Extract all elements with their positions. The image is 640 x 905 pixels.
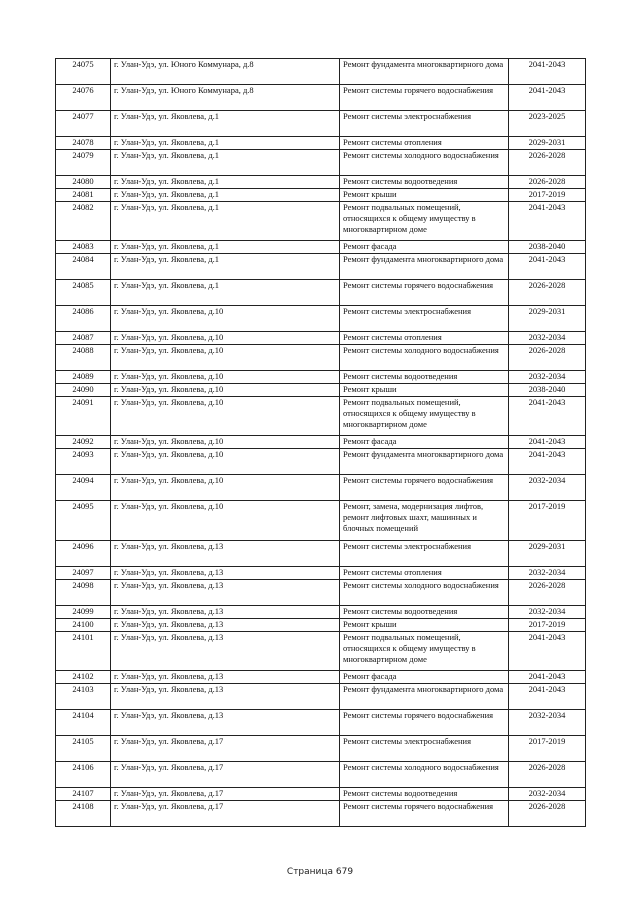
- table-row: [56, 254, 586, 280]
- work-type-cell: Ремонт крыши: [340, 384, 509, 397]
- record-id-cell: 24081: [56, 189, 111, 202]
- work-type-cell: Ремонт фундамента многоквартирного дома: [340, 684, 509, 710]
- address-cell: г. Улан-Удэ, ул. Яковлева, д.17: [111, 736, 340, 762]
- period-cell: 2041-2043: [509, 254, 586, 280]
- period-cell: 2026-2028: [509, 345, 586, 371]
- address-cell: г. Улан-Удэ, ул. Юного Коммунара, д.8: [111, 59, 340, 85]
- record-id-cell: 24075: [56, 59, 111, 85]
- table-row: [56, 801, 586, 827]
- period-cell: 2026-2028: [509, 762, 586, 788]
- work-type-cell: Ремонт системы холодного водоснабжения: [340, 762, 509, 788]
- table-row: [56, 384, 586, 397]
- address-cell: г. Улан-Удэ, ул. Яковлева, д.17: [111, 762, 340, 788]
- record-id-cell: 24103: [56, 684, 111, 710]
- address-cell: г. Улан-Удэ, ул. Яковлева, д.1: [111, 137, 340, 150]
- work-type-cell: Ремонт системы электроснабжения: [340, 111, 509, 137]
- table-row: [56, 567, 586, 580]
- table-row: [56, 580, 586, 606]
- table-row: [56, 762, 586, 788]
- record-id-cell: 24108: [56, 801, 111, 827]
- record-id-cell: 24085: [56, 280, 111, 306]
- record-id-cell: 24104: [56, 710, 111, 736]
- work-type-cell: Ремонт системы электроснабжения: [340, 541, 509, 567]
- record-id-cell: 24107: [56, 788, 111, 801]
- table-row: [56, 397, 586, 436]
- table-row: [56, 475, 586, 501]
- period-cell: 2026-2028: [509, 150, 586, 176]
- work-type-cell: Ремонт системы отопления: [340, 567, 509, 580]
- work-type-cell: Ремонт системы горячего водоснабжения: [340, 280, 509, 306]
- address-cell: г. Улан-Удэ, ул. Яковлева, д.10: [111, 397, 340, 436]
- record-id-cell: 24078: [56, 137, 111, 150]
- table-row: [56, 85, 586, 111]
- work-type-cell: Ремонт системы горячего водоснабжения: [340, 475, 509, 501]
- address-cell: г. Улан-Удэ, ул. Яковлева, д.13: [111, 619, 340, 632]
- period-cell: 2029-2031: [509, 541, 586, 567]
- work-type-cell: Ремонт системы водоотведения: [340, 176, 509, 189]
- record-id-cell: 24095: [56, 501, 111, 541]
- period-cell: 2026-2028: [509, 176, 586, 189]
- period-cell: 2017-2019: [509, 619, 586, 632]
- period-cell: 2029-2031: [509, 306, 586, 332]
- record-id-cell: 24076: [56, 85, 111, 111]
- period-cell: 2023-2025: [509, 111, 586, 137]
- address-cell: г. Улан-Удэ, ул. Яковлева, д.10: [111, 436, 340, 449]
- address-cell: г. Улан-Удэ, ул. Яковлева, д.1: [111, 111, 340, 137]
- period-cell: 2026-2028: [509, 280, 586, 306]
- record-id-cell: 24093: [56, 449, 111, 475]
- address-cell: г. Улан-Удэ, ул. Яковлева, д.10: [111, 449, 340, 475]
- record-id-cell: 24089: [56, 371, 111, 384]
- record-id-cell: 24100: [56, 619, 111, 632]
- work-type-cell: Ремонт подвальных помещений, относящихся к общему имуществу в многоквартирном доме: [340, 632, 509, 671]
- work-type-cell: Ремонт системы холодного водоснабжения: [340, 580, 509, 606]
- table-row: [56, 541, 586, 567]
- work-type-cell: Ремонт фасада: [340, 671, 509, 684]
- address-cell: г. Улан-Удэ, ул. Яковлева, д.13: [111, 710, 340, 736]
- work-type-cell: Ремонт фундамента многоквартирного дома: [340, 449, 509, 475]
- period-cell: 2041-2043: [509, 671, 586, 684]
- work-type-cell: Ремонт, замена, модернизация лифтов, ремонт лифтовых шахт, машинных и блочных помещений: [340, 501, 509, 541]
- address-cell: г. Улан-Удэ, ул. Яковлева, д.13: [111, 684, 340, 710]
- period-cell: 2017-2019: [509, 189, 586, 202]
- address-cell: г. Улан-Удэ, ул. Яковлева, д.1: [111, 150, 340, 176]
- period-cell: 2029-2031: [509, 137, 586, 150]
- table-row: [56, 137, 586, 150]
- record-id-cell: 24091: [56, 397, 111, 436]
- record-id-cell: 24080: [56, 176, 111, 189]
- record-id-cell: 24098: [56, 580, 111, 606]
- work-type-cell: Ремонт фасада: [340, 241, 509, 254]
- record-id-cell: 24077: [56, 111, 111, 137]
- period-cell: 2041-2043: [509, 202, 586, 241]
- table-row: [56, 332, 586, 345]
- table-row: [56, 189, 586, 202]
- period-cell: 2041-2043: [509, 436, 586, 449]
- record-id-cell: 24102: [56, 671, 111, 684]
- table-body: [56, 59, 586, 827]
- record-id-cell: 24083: [56, 241, 111, 254]
- table-row: [56, 788, 586, 801]
- work-type-cell: Ремонт подвальных помещений, относящихся к общему имуществу в многоквартирном доме: [340, 202, 509, 241]
- work-type-cell: Ремонт системы водоотведения: [340, 371, 509, 384]
- address-cell: г. Улан-Удэ, ул. Яковлева, д.1: [111, 176, 340, 189]
- record-id-cell: 24096: [56, 541, 111, 567]
- table-row: [56, 176, 586, 189]
- work-type-cell: Ремонт системы водоотведения: [340, 788, 509, 801]
- address-cell: г. Улан-Удэ, ул. Яковлева, д.1: [111, 202, 340, 241]
- period-cell: 2041-2043: [509, 85, 586, 111]
- record-id-cell: 24084: [56, 254, 111, 280]
- period-cell: 2017-2019: [509, 736, 586, 762]
- period-cell: 2032-2034: [509, 788, 586, 801]
- address-cell: г. Улан-Удэ, ул. Яковлева, д.1: [111, 241, 340, 254]
- work-type-cell: Ремонт системы отопления: [340, 137, 509, 150]
- work-type-cell: Ремонт системы горячего водоснабжения: [340, 710, 509, 736]
- address-cell: г. Улан-Удэ, ул. Яковлева, д.13: [111, 606, 340, 619]
- work-type-cell: Ремонт подвальных помещений, относящихся к общему имуществу в многоквартирном доме: [340, 397, 509, 436]
- period-cell: 2032-2034: [509, 606, 586, 619]
- address-cell: г. Улан-Удэ, ул. Яковлева, д.1: [111, 254, 340, 280]
- table-row: [56, 684, 586, 710]
- table-row: [56, 632, 586, 671]
- work-type-cell: Ремонт системы электроснабжения: [340, 306, 509, 332]
- table-row: [56, 241, 586, 254]
- table-row: [56, 501, 586, 541]
- record-id-cell: 24105: [56, 736, 111, 762]
- record-id-cell: 24094: [56, 475, 111, 501]
- table-row: [56, 619, 586, 632]
- period-cell: 2038-2040: [509, 241, 586, 254]
- address-cell: г. Улан-Удэ, ул. Яковлева, д.10: [111, 332, 340, 345]
- table-row: [56, 280, 586, 306]
- address-cell: г. Улан-Удэ, ул. Яковлева, д.10: [111, 345, 340, 371]
- page-number: Страница 679: [286, 867, 354, 877]
- address-cell: г. Улан-Удэ, ул. Яковлева, д.10: [111, 475, 340, 501]
- address-cell: г. Улан-Удэ, ул. Яковлева, д.17: [111, 788, 340, 801]
- period-cell: 2032-2034: [509, 567, 586, 580]
- period-cell: 2032-2034: [509, 371, 586, 384]
- record-id-cell: 24092: [56, 436, 111, 449]
- work-type-cell: Ремонт фундамента многоквартирного дома: [340, 254, 509, 280]
- address-cell: г. Улан-Удэ, ул. Яковлева, д.1: [111, 189, 340, 202]
- table-row: [56, 710, 586, 736]
- period-cell: 2026-2028: [509, 801, 586, 827]
- table-row: [56, 59, 586, 85]
- period-cell: 2032-2034: [509, 710, 586, 736]
- record-id-cell: 24087: [56, 332, 111, 345]
- work-type-cell: Ремонт системы холодного водоснабжения: [340, 150, 509, 176]
- record-id-cell: 24082: [56, 202, 111, 241]
- period-cell: 2032-2034: [509, 332, 586, 345]
- table-row: [56, 371, 586, 384]
- table-row: [56, 606, 586, 619]
- work-type-cell: Ремонт системы горячего водоснабжения: [340, 801, 509, 827]
- work-type-cell: Ремонт фундамента многоквартирного дома: [340, 59, 509, 85]
- address-cell: г. Улан-Удэ, ул. Яковлева, д.13: [111, 632, 340, 671]
- period-cell: 2041-2043: [509, 59, 586, 85]
- address-cell: г. Улан-Удэ, ул. Юного Коммунара, д.8: [111, 85, 340, 111]
- work-schedule-table: [55, 58, 586, 827]
- work-type-cell: Ремонт крыши: [340, 189, 509, 202]
- table-row: [56, 449, 586, 475]
- address-cell: г. Улан-Удэ, ул. Яковлева, д.10: [111, 371, 340, 384]
- period-cell: 2038-2040: [509, 384, 586, 397]
- period-cell: 2026-2028: [509, 580, 586, 606]
- work-type-cell: Ремонт системы холодного водоснабжения: [340, 345, 509, 371]
- work-type-cell: Ремонт фасада: [340, 436, 509, 449]
- address-cell: г. Улан-Удэ, ул. Яковлева, д.10: [111, 384, 340, 397]
- period-cell: 2041-2043: [509, 632, 586, 671]
- address-cell: г. Улан-Удэ, ул. Яковлева, д.10: [111, 501, 340, 541]
- record-id-cell: 24086: [56, 306, 111, 332]
- work-type-cell: Ремонт системы электроснабжения: [340, 736, 509, 762]
- address-cell: г. Улан-Удэ, ул. Яковлева, д.1: [111, 280, 340, 306]
- address-cell: г. Улан-Удэ, ул. Яковлева, д.13: [111, 580, 340, 606]
- record-id-cell: 24090: [56, 384, 111, 397]
- period-cell: 2041-2043: [509, 449, 586, 475]
- address-cell: г. Улан-Удэ, ул. Яковлева, д.13: [111, 567, 340, 580]
- work-type-cell: Ремонт крыши: [340, 619, 509, 632]
- table-row: [56, 436, 586, 449]
- address-cell: г. Улан-Удэ, ул. Яковлева, д.13: [111, 671, 340, 684]
- table-row: [56, 306, 586, 332]
- record-id-cell: 24099: [56, 606, 111, 619]
- table-row: [56, 202, 586, 241]
- record-id-cell: 24106: [56, 762, 111, 788]
- address-cell: г. Улан-Удэ, ул. Яковлева, д.17: [111, 801, 340, 827]
- address-cell: г. Улан-Удэ, ул. Яковлева, д.10: [111, 306, 340, 332]
- work-type-cell: Ремонт системы отопления: [340, 332, 509, 345]
- record-id-cell: 24079: [56, 150, 111, 176]
- period-cell: 2041-2043: [509, 684, 586, 710]
- record-id-cell: 24088: [56, 345, 111, 371]
- period-cell: 2041-2043: [509, 397, 586, 436]
- work-type-cell: Ремонт системы горячего водоснабжения: [340, 85, 509, 111]
- work-type-cell: Ремонт системы водоотведения: [340, 606, 509, 619]
- table-row: [56, 345, 586, 371]
- period-cell: 2032-2034: [509, 475, 586, 501]
- address-cell: г. Улан-Удэ, ул. Яковлева, д.13: [111, 541, 340, 567]
- period-cell: 2017-2019: [509, 501, 586, 541]
- table-row: [56, 150, 586, 176]
- record-id-cell: 24097: [56, 567, 111, 580]
- record-id-cell: 24101: [56, 632, 111, 671]
- table-row: [56, 111, 586, 137]
- table-row: [56, 736, 586, 762]
- table-row: [56, 671, 586, 684]
